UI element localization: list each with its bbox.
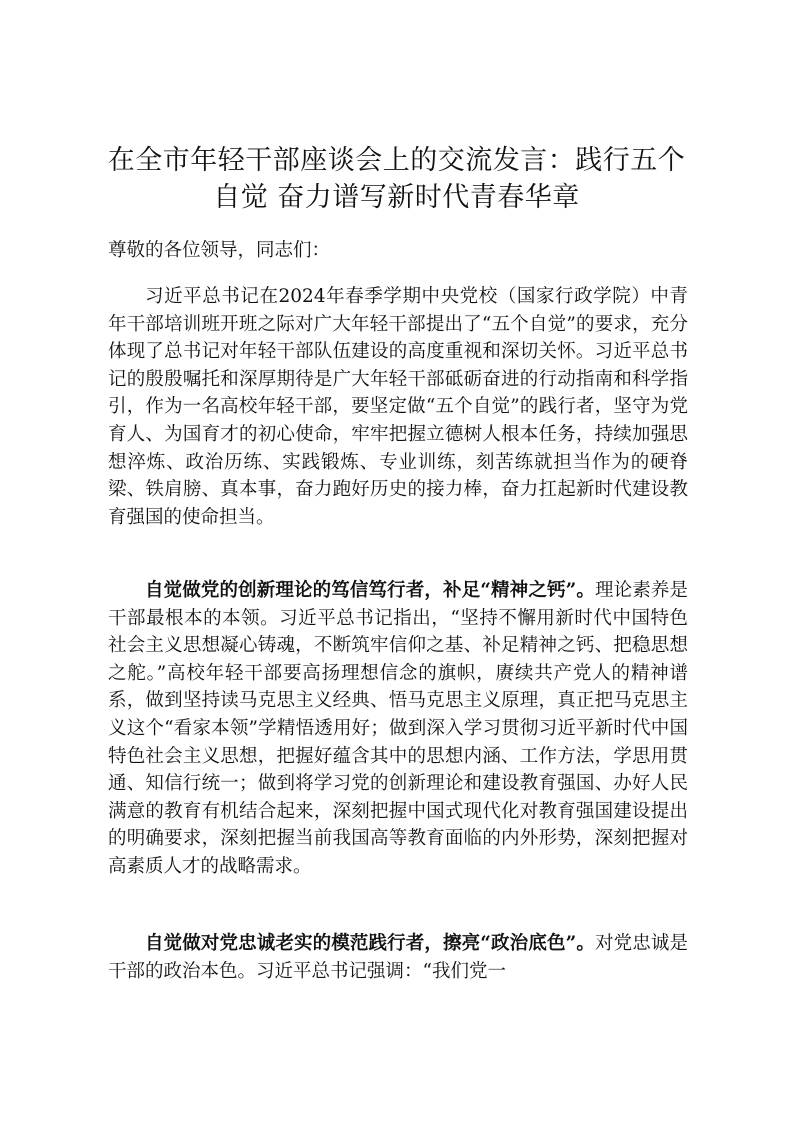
paragraph-heading: 自觉做对党忠诚老实的模范践行者，擦亮“政治底色”。	[145, 933, 595, 954]
paragraph-text: 对党忠诚是干部的政治本色。习近平总书记强调：“我们党一	[108, 933, 688, 982]
document-title: 在全市年轻干部座谈会上的交流发言：践行五个自觉 奋力谱写新时代青春华章	[107, 145, 686, 213]
salutation: 尊敬的各位领导，同志们：	[108, 240, 331, 261]
paragraph-intro	[108, 283, 688, 531]
paragraph-text: 理论素养是干部最根本的本领。习近平总书记指出，“坚持不懈用新时代中国特色社会主义思想凝心铸魂，不断筑牢信仰之基、补足精神之钙、把稳思想之舵。”高校年轻干部要高扬理想信念的旗帜，赓续共产党人的精神谱系，做到坚持读马克思主义经典、悟马克思主义原理，真正把马克思主义这个“看家本领”学精悟透用好；做到深入学习贯彻习近平新时代中国特色社会主义思想，把握好蕴含其中的思想内涵、工作方法，学思用贯通、知信行统一；做到将学习党的创新理论和建设教育强国、办好人民满意的教育有机结合起来，深刻把握中国式现代化对教育强国建设提出的明确要求，深刻把握当前我国高等教育面临的内外形势，深刻把握对高素质人才的战略需求。	[108, 580, 688, 877]
paragraph-text: 习近平总书记在2024年春季学期中央党校（国家行政学院）中青年干部培训班开班之际对广大年轻干部提出了“五个自觉”的要求，充分体现了总书记对年轻干部队伍建设的高度重视和深切关怀。习近平总书记的殷殷嘱托和深厚期待是广大年轻干部砥砺奋进的行动指南和科学指引，作为一名高校年轻干部，要坚定做“五个自觉”的践行者，坚守为党育人、为国育才的初心使命，牢牢把握立德树人根本任务，持续加强思想淬炼、政治历练、实践锻炼、专业训练，刻苦练就担当作为的硬脊梁、铁肩膀、真本事，奋力跑好历史的接力棒，奋力扛起新时代建设教育强国的使命担当。	[108, 286, 688, 528]
paragraph-theory	[108, 577, 688, 881]
paragraph-loyalty	[108, 930, 688, 985]
paragraph-heading: 自觉做党的创新理论的笃信笃行者，补足“精神之钙”。	[145, 580, 595, 601]
